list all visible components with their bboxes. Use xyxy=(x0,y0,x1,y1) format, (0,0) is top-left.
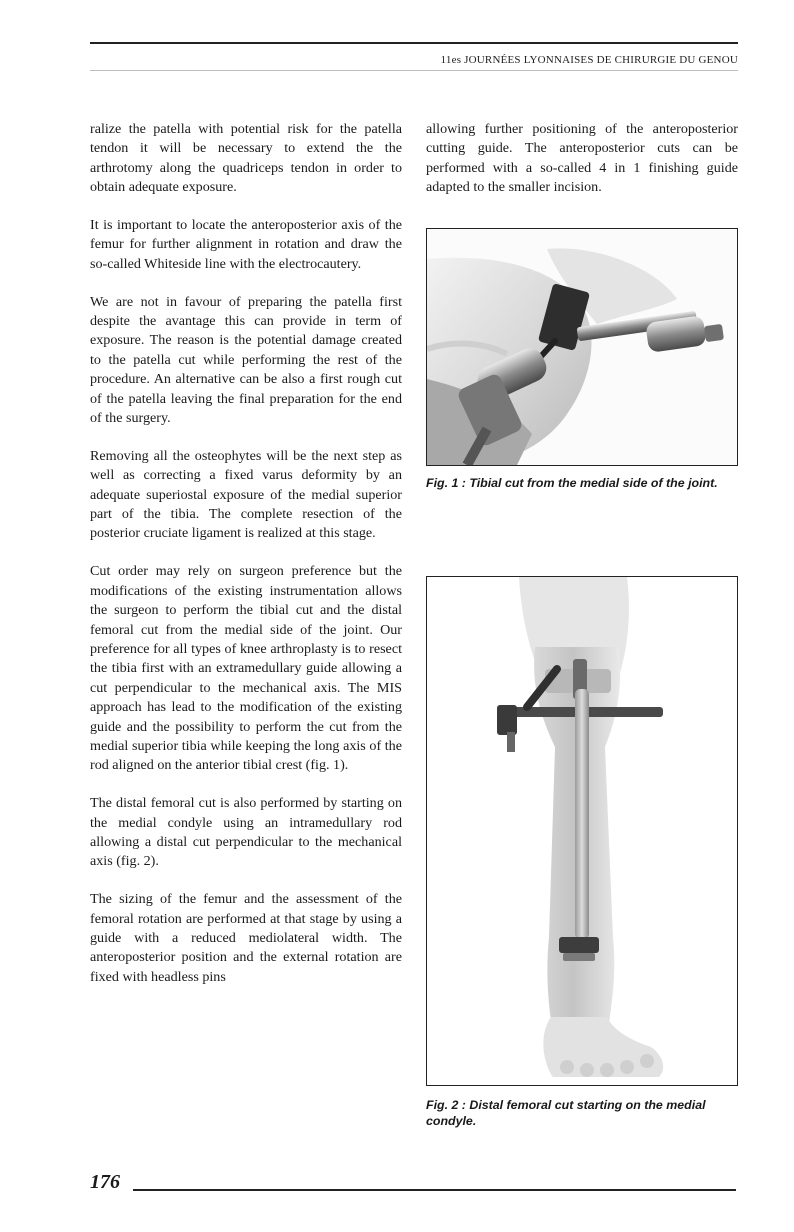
figure-1-photo xyxy=(426,228,738,466)
figure-1-illustration xyxy=(427,229,737,465)
paragraph: allowing further positioning of the anteroposterior cutting guide. The anteroposterior cuts can be performed with a so-called 4 in 1 finishing guide adapted to the smaller incision. xyxy=(426,121,738,196)
paragraph: It is important to locate the anteroposterior axis of the femur for further alignment in rotation and draw the so-called Whiteside line with the electrocautery. xyxy=(90,217,402,272)
paragraph: The sizing of the femur and the assessment of the femoral rotation are performed at that stage by using a guide with a reduced mediolateral width. The anteroposterior position and the external rotation are fixed with headless pins xyxy=(90,891,402,985)
header-rule xyxy=(90,70,738,71)
page-number: 176 xyxy=(90,1171,120,1193)
figure-1-caption: Fig. 1 : Tibial cut from the medial side of the joint. xyxy=(426,476,718,490)
right-column xyxy=(426,120,738,198)
figure-2-caption: Fig. 2 : Distal femoral cut starting on the medial condyle. xyxy=(426,1098,706,1128)
running-head: 11es JOURNÉES LYONNAISES DE CHIRURGIE DU GENOU xyxy=(440,54,738,66)
bottom-rule xyxy=(133,1189,736,1191)
figure-2-illustration xyxy=(427,577,737,1085)
figure-2-photo xyxy=(426,576,738,1086)
paragraph: The distal femoral cut is also performed by starting on the medial condyle using an intramedullary rod allowing a distal cut perpendicular to the mechanical axis (fig. 2). xyxy=(90,795,402,870)
paragraph: Cut order may rely on surgeon preference but the modifications of the existing instrumentation allows the surgeon to perform the tibial cut and the distal femoral cut from the medial side of the joint. Our preference for all types of knee arthroplasty is to resect the tibia first with an extramedullary guide allowing a cut perpendicular to the mechanical axis. The MIS approach has lead to the modification of the existing guide and the possibility to perform the cut from the medial superior tibia while keeping the long axis of the rod aligned on the anterior tibial crest (fig. 1). xyxy=(90,563,402,774)
paragraph: We are not in favour of preparing the patella first despite the avantage this can provide in term of exposure. The reason is the potential damage created to the patella cut while performing the rest of the procedure. An alternative can be also a first rough cut of the patella leaving the final preparation for the end of the surgery. xyxy=(90,293,402,427)
paragraph: Removing all the osteophytes will be the next step as well as correcting a fixed varus deformity by an adequate superiostal exposure of the medial superior part of the tibia. The complete resection of the posterior cruciate ligament is realized at this stage. xyxy=(90,447,402,542)
top-rule xyxy=(90,42,738,44)
paragraph: ralize the patella with potential risk for the patella tendon it will be necessary to extend the the arthrotomy along the quadriceps tendon in order to obtain adequate exposure. xyxy=(90,121,402,196)
left-column xyxy=(90,120,402,987)
